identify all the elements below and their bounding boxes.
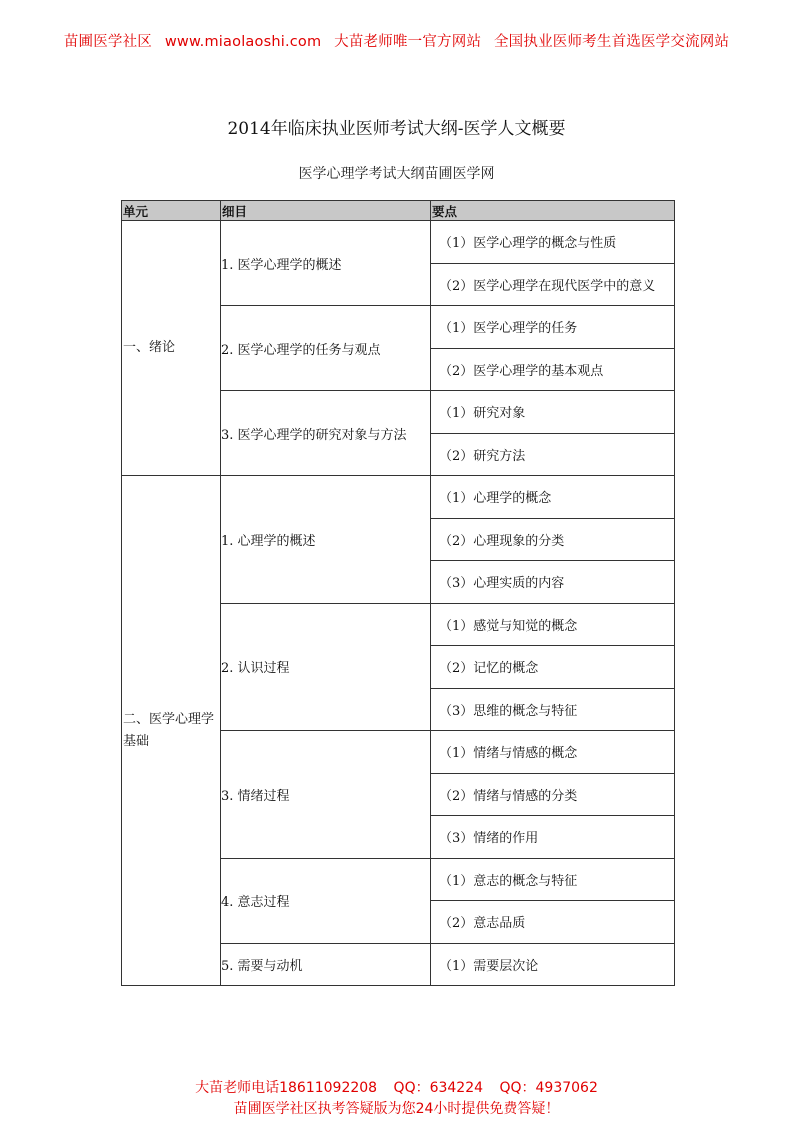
syllabus-table [121, 200, 675, 986]
detail-cell: 3. 医学心理学的研究对象与方法 [221, 391, 431, 476]
unit-cell [122, 221, 221, 476]
point-cell: （1）意志的概念与特征 [431, 858, 675, 901]
point-cell: （3）心理实质的内容 [431, 561, 675, 604]
footer-phone: 大苗老师电话18611092208 [195, 1080, 378, 1096]
point-cell: （2）意志品质 [431, 901, 675, 944]
detail-cell: 1. 医学心理学的概述 [221, 221, 431, 306]
point-cell: （1）医学心理学的任务 [431, 306, 675, 349]
header-unit: 单元 [122, 201, 221, 221]
header-points: 要点 [431, 201, 675, 221]
detail-cell: 1. 心理学的概述 [221, 476, 431, 604]
footer-contact [0, 1077, 793, 1097]
point-cell: （1）感觉与知觉的概念 [431, 603, 675, 646]
footer-qq-2: QQ：4937062 [499, 1080, 598, 1096]
table-header-row [122, 201, 675, 221]
unit-name: 二、医学心理学基础 [123, 711, 215, 749]
point-cell: （2）情绪与情感的分类 [431, 773, 675, 816]
table-row [122, 221, 675, 264]
point-cell: （2）研究方法 [431, 433, 675, 476]
footer-qq-1: QQ：634224 [393, 1080, 484, 1096]
point-cell: （1）情绪与情感的概念 [431, 731, 675, 774]
site-url-link[interactable]: www.miaolaoshi.com [164, 34, 322, 50]
detail-cell: 2. 医学心理学的任务与观点 [221, 306, 431, 391]
point-cell: （1）医学心理学的概念与性质 [431, 221, 675, 264]
header-banner [0, 30, 793, 51]
official-site-text: 大苗老师唯一官方网站 [334, 34, 482, 50]
point-cell: （2）医学心理学在现代医学中的意义 [431, 263, 675, 306]
footer-notice: 苗圃医学社区执考答疑版为您24小时提供免费答疑！ [233, 1101, 560, 1117]
unit-cell [122, 476, 221, 986]
document-title: 2014年临床执业医师考试大纲-医学人文概要 [227, 119, 566, 139]
site-name: 苗圃医学社区 [63, 34, 153, 50]
point-cell: （1）心理学的概念 [431, 476, 675, 519]
header-detail: 细目 [221, 201, 431, 221]
point-cell: （1）研究对象 [431, 391, 675, 434]
point-cell: （3）思维的概念与特征 [431, 688, 675, 731]
point-cell: （1）需要层次论 [431, 943, 675, 986]
point-cell: （3）情绪的作用 [431, 816, 675, 859]
table-row [122, 476, 675, 519]
detail-cell: 4. 意志过程 [221, 858, 431, 943]
detail-cell: 3. 情绪过程 [221, 731, 431, 859]
detail-cell: 5. 需要与动机 [221, 943, 431, 986]
point-cell: （2）记忆的概念 [431, 646, 675, 689]
detail-cell: 2. 认识过程 [221, 603, 431, 731]
site-slogan: 全国执业医师考生首选医学交流网站 [493, 34, 730, 50]
unit-name: 一、绪论 [123, 340, 176, 355]
document-subtitle: 医学心理学考试大纲苗圃医学网 [298, 166, 495, 182]
point-cell: （2）心理现象的分类 [431, 518, 675, 561]
point-cell: （2）医学心理学的基本观点 [431, 348, 675, 391]
